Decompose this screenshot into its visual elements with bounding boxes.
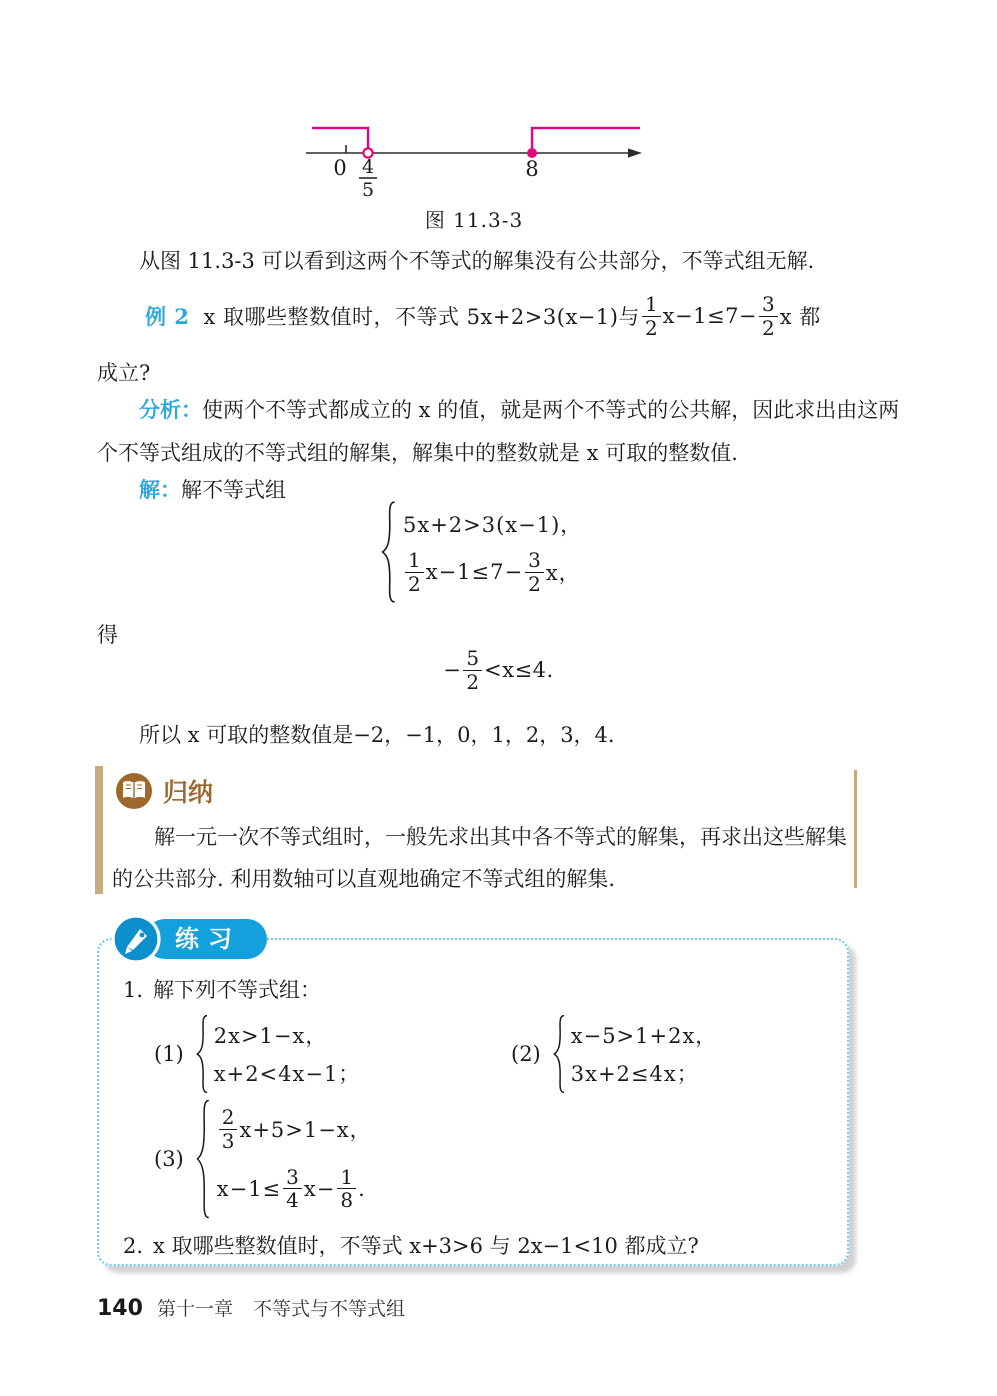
practice-q2 <box>123 1230 699 1260</box>
left-brace <box>196 1014 209 1094</box>
fraction-1-8: $\frac{1}{8}$ <box>337 1166 356 1212</box>
result-seg1: − <box>443 658 462 682</box>
book-icon <box>115 772 153 810</box>
fraction-3-2: $\frac{3}{2}$ <box>759 293 778 339</box>
fraction-3-2: $\frac{3}{2}$ <box>525 549 544 595</box>
label-frac-den: 5 <box>361 179 375 200</box>
left-brace <box>196 1098 211 1220</box>
practice-box <box>97 925 849 1266</box>
number-line <box>298 112 650 200</box>
practice-badge <box>111 914 267 964</box>
intro-paragraph: 从图 11.3-3 可以看到这两个不等式的解集没有公共部分，不等式组无解. <box>139 249 815 273</box>
axis-arrow <box>628 148 642 157</box>
system-eq1: 5x+2>3(x−1)， <box>403 513 583 538</box>
result-line <box>0 642 997 698</box>
item2-eq2: 3x+2≤4x； <box>570 1062 699 1086</box>
fraction-5-2: $\frac{5}{2}$ <box>463 647 482 693</box>
analysis-label: 分析： <box>139 397 202 422</box>
q2-label: 2. <box>123 1234 144 1258</box>
solution-line <box>97 468 286 512</box>
summary-right-bar <box>854 770 857 888</box>
summary-box <box>95 766 857 894</box>
example2-line <box>145 287 821 345</box>
system-eq2 <box>403 549 582 595</box>
item3-eq2-seg1: x−1≤ <box>216 1176 282 1201</box>
figure-caption: 图 11.3-3 <box>424 208 524 232</box>
practice-title: 练习 <box>145 919 267 959</box>
q1-label: 1. <box>123 978 144 1002</box>
page-number: 140 <box>97 1296 143 1321</box>
analysis-paragraph <box>97 388 909 475</box>
chapter-label: 第十一章 <box>156 1298 233 1320</box>
solution-system <box>381 500 582 604</box>
example2-cont: 成立? <box>97 361 151 385</box>
item1-eq1: 2x>1−x， <box>213 1024 328 1048</box>
system-eq2-seg2: x， <box>545 561 581 585</box>
left-brace <box>553 1014 566 1094</box>
practice-item-1: (1) 2x>1−x， x+2<4x−1； <box>154 1014 360 1094</box>
solution-ray-right <box>532 128 640 148</box>
example2-label: 例 2 <box>145 304 190 329</box>
fraction-3-4: $\frac{3}{4}$ <box>283 1166 302 1212</box>
example2-seg2: x−1≤7− <box>662 304 758 328</box>
conclusion-line: 所以 x 可取的整数值是−2，−1，0，1，2，3，4. <box>139 723 615 747</box>
item2-eq1: x−5>1+2x， <box>570 1024 718 1048</box>
q1-text: 解下列不等式组： <box>153 978 322 1002</box>
item3-eq2 <box>217 1166 372 1212</box>
label-frac-num: 4 <box>361 156 375 178</box>
practice-item-3: (3) $\frac{2}{3}$ x+5>1−x， x−1≤ $\frac{3}{4}$ x− $\frac{1}{8}$ . <box>154 1098 372 1220</box>
label-zero: 0 <box>333 156 347 180</box>
analysis-body: 使两个不等式都成立的 x 的值，就是两个不等式的公共解，因此求出由这两个不等式组成的不等式组的解集，解集中的整数就是 x 可取的整数值. <box>97 398 900 465</box>
chapter-title: 不等式与不等式组 <box>252 1298 405 1320</box>
label-eight: 8 <box>525 157 539 181</box>
result-seg2: <x≤4. <box>484 658 554 682</box>
practice-item-2: (2) x−5>1+2x， 3x+2≤4x； <box>511 1014 717 1094</box>
page-footer <box>97 1294 405 1321</box>
item3-eq1 <box>217 1106 372 1152</box>
item1-eq2: x+2<4x−1； <box>213 1062 361 1086</box>
left-brace <box>381 500 397 604</box>
example2-seg3: x 都 <box>779 305 821 329</box>
fraction-2-3: $\frac{2}{3}$ <box>219 1106 238 1152</box>
summary-title: 归纳 <box>163 778 214 807</box>
system-eq2-seg1: x−1≤7− <box>425 560 524 584</box>
summary-body: 解一元一次不等式组时，一般先求出其中各不等式的解集，再求出这些解集的公共部分. 利用数轴可以直观地确定不等式组的解集. <box>112 825 847 891</box>
number-line-figure <box>298 112 650 233</box>
practice-q1 <box>123 974 321 1004</box>
item3-eq1-seg: x+5>1−x， <box>239 1118 372 1143</box>
solution-ray-left <box>312 128 368 148</box>
solution-intro: 解不等式组 <box>181 478 286 502</box>
solution-label: 解： <box>139 477 181 502</box>
item3-eq2-seg2: x− <box>303 1176 336 1201</box>
q2-text: x 取哪些整数值时，不等式 x+3>6 与 2x−1<10 都成立? <box>153 1234 699 1258</box>
summary-left-bar <box>95 766 103 894</box>
fraction-1-2: $\frac{1}{2}$ <box>642 293 661 339</box>
summary-header <box>115 772 213 810</box>
item3-eq2-seg3: . <box>358 1176 366 1201</box>
fraction-1-2: $\frac{1}{2}$ <box>405 549 424 595</box>
example2-seg1: x 取哪些整数值时，不等式 5x+2>3(x−1)与 <box>203 305 640 329</box>
de-line: 得 <box>97 623 118 647</box>
pencil-icon <box>111 914 161 964</box>
